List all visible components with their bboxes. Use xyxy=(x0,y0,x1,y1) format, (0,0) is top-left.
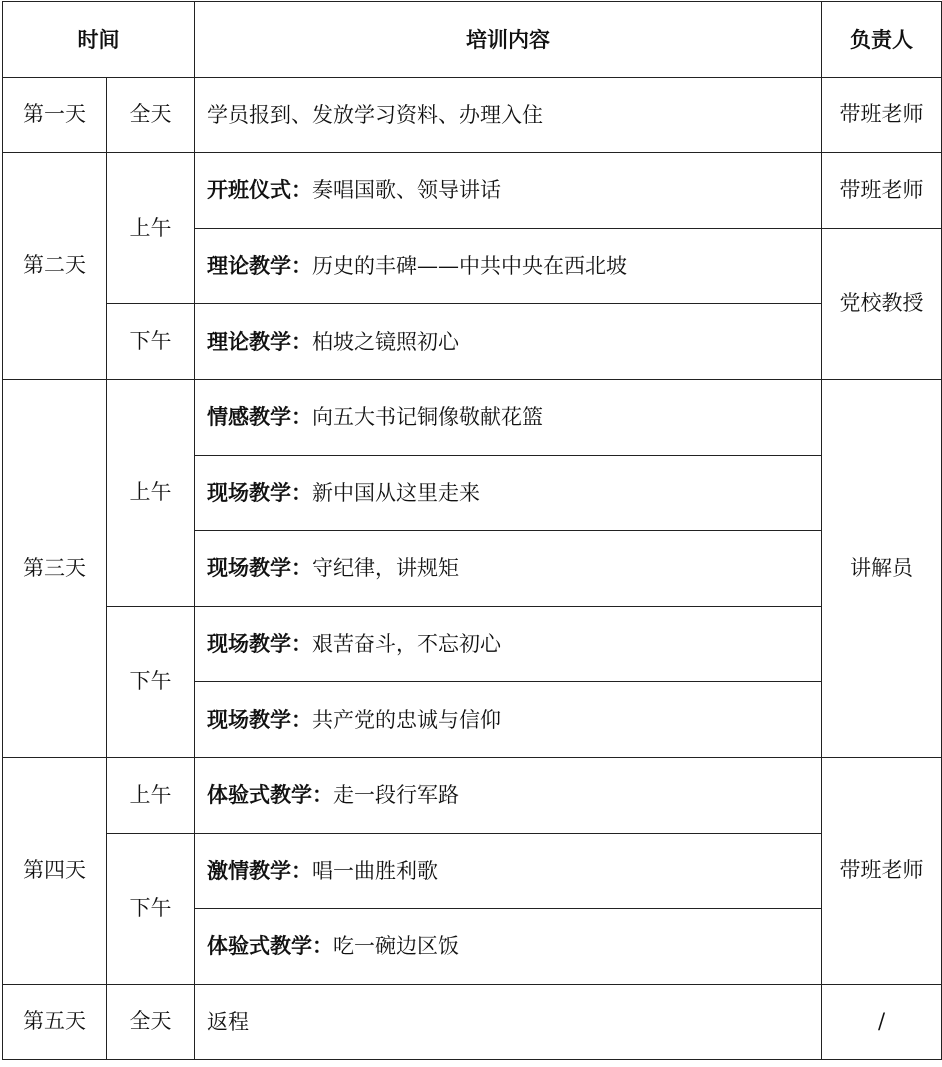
table-row xyxy=(3,757,942,833)
content-cell xyxy=(195,682,822,758)
content-cell xyxy=(195,455,822,531)
table-row xyxy=(3,77,942,153)
content-kind: 体验式教学： xyxy=(207,782,333,808)
content-kind: 情感教学： xyxy=(207,404,312,430)
content-kind: 激情教学： xyxy=(207,857,312,883)
table-row xyxy=(3,153,942,229)
content-text: 柏坡之镜照初心 xyxy=(312,329,459,354)
table-row xyxy=(3,304,942,380)
content-kind: 理论教学： xyxy=(207,328,312,354)
header-content: 培训内容 xyxy=(195,2,822,78)
content-cell xyxy=(195,153,822,229)
content-text: 新中国从这里走来 xyxy=(312,480,480,505)
content-text: 学员报到、发放学习资料、办理入住 xyxy=(207,102,543,127)
table-row xyxy=(3,984,942,1060)
content-cell xyxy=(195,606,822,682)
training-schedule-table xyxy=(2,1,942,1060)
header-owner: 负责人 xyxy=(822,2,942,78)
content-text: 守纪律，讲规矩 xyxy=(312,556,459,581)
content-cell xyxy=(195,531,822,607)
day-cell: 第一天 xyxy=(3,77,107,153)
content-text: 走一段行军路 xyxy=(333,783,459,808)
owner-cell: 讲解员 xyxy=(822,379,942,757)
period-cell: 上午 xyxy=(107,757,195,833)
content-kind: 体验式教学： xyxy=(207,933,333,959)
content-text: 向五大书记铜像敬献花篮 xyxy=(312,405,543,430)
period-cell: 全天 xyxy=(107,984,195,1060)
content-text: 返程 xyxy=(207,1009,249,1034)
day-cell: 第五天 xyxy=(3,984,107,1060)
content-kind: 开班仪式： xyxy=(207,177,312,203)
owner-cell: 带班老师 xyxy=(822,77,942,153)
owner-cell: / xyxy=(822,984,942,1060)
period-cell: 上午 xyxy=(107,379,195,606)
content-cell xyxy=(195,984,822,1060)
table-row xyxy=(3,833,942,909)
content-text: 奏唱国歌、领导讲话 xyxy=(312,178,501,203)
period-cell: 下午 xyxy=(107,606,195,757)
content-cell xyxy=(195,304,822,380)
content-text: 历史的丰碑——中共中央在西北坡 xyxy=(312,253,627,278)
table-row xyxy=(3,379,942,455)
period-cell: 下午 xyxy=(107,833,195,984)
day-cell: 第二天 xyxy=(3,153,107,380)
period-cell: 上午 xyxy=(107,153,195,304)
content-kind: 理论教学： xyxy=(207,252,312,278)
content-cell xyxy=(195,909,822,985)
table-row xyxy=(3,606,942,682)
content-cell xyxy=(195,379,822,455)
owner-cell: 带班老师 xyxy=(822,757,942,984)
content-kind: 现场教学： xyxy=(207,479,312,505)
content-kind: 现场教学： xyxy=(207,555,312,581)
content-kind: 现场教学： xyxy=(207,706,312,732)
period-cell: 下午 xyxy=(107,304,195,380)
owner-cell: 带班老师 xyxy=(822,153,942,229)
owner-cell: 党校教授 xyxy=(822,228,942,379)
content-cell xyxy=(195,228,822,304)
day-cell: 第四天 xyxy=(3,757,107,984)
content-cell xyxy=(195,833,822,909)
header-time: 时间 xyxy=(3,2,195,78)
content-text: 唱一曲胜利歌 xyxy=(312,858,438,883)
content-kind: 现场教学： xyxy=(207,630,312,656)
content-cell xyxy=(195,757,822,833)
period-cell: 全天 xyxy=(107,77,195,153)
content-cell xyxy=(195,77,822,153)
content-text: 艰苦奋斗，不忘初心 xyxy=(312,631,501,656)
header-row xyxy=(3,2,942,78)
content-text: 共产党的忠诚与信仰 xyxy=(312,707,501,732)
day-cell: 第三天 xyxy=(3,379,107,757)
content-text: 吃一碗边区饭 xyxy=(333,934,459,959)
